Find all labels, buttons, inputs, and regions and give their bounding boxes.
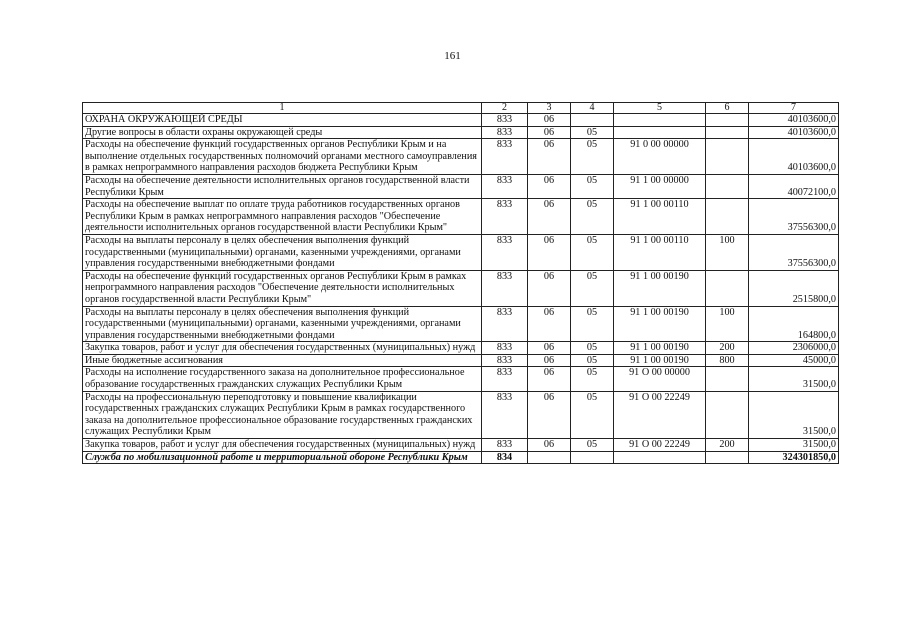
row-code-expense-type — [706, 199, 749, 235]
row-code-section: 06 — [528, 342, 571, 355]
table-row — [83, 174, 839, 198]
row-name: Служба по мобилизационной работе и территориальной обороне Республики Крым — [83, 451, 482, 464]
table-row — [83, 139, 839, 175]
row-code-target: 91 1 00 00190 — [614, 354, 706, 367]
row-code-subsection: 05 — [571, 439, 614, 452]
row-code-subsection: 05 — [571, 139, 614, 175]
row-name: Расходы на профессиональную переподготовку и повышение квалификации государственных гражданских служащих Республики Крым в рамках государственного заказа на дополнительное профессиональное образование государственных гражданских служащих Республики Крым — [83, 391, 482, 438]
row-code-subsection: 05 — [571, 342, 614, 355]
row-code-subsection — [571, 114, 614, 127]
row-amount: 40103600,0 — [749, 114, 839, 127]
row-amount: 40072100,0 — [749, 174, 839, 198]
row-code-section — [528, 451, 571, 464]
column-header: 4 — [571, 103, 614, 114]
row-code-ministry: 833 — [482, 270, 528, 306]
row-code-section: 06 — [528, 199, 571, 235]
row-amount: 45000,0 — [749, 354, 839, 367]
row-code-subsection: 05 — [571, 174, 614, 198]
row-name: Расходы на обеспечение выплат по оплате труда работников государственных органов Республики Крым в рамках непрограммного направления расходов "Обеспечение деятельности исполнительных органов государственной власти Республики Крым" — [83, 199, 482, 235]
row-code-ministry: 833 — [482, 367, 528, 391]
row-name: Расходы на обеспечение деятельности исполнительных органов государственной власти Республики Крым — [83, 174, 482, 198]
row-name: Расходы на выплаты персоналу в целях обеспечения выполнения функций государственными (муниципальными) органами, казенными учреждениями, органами управления государственными внебюджетными фондами — [83, 306, 482, 342]
row-name: Другие вопросы в области охраны окружающей среды — [83, 126, 482, 139]
row-name: Закупка товаров, работ и услуг для обеспечения государственных (муниципальных) нужд — [83, 439, 482, 452]
row-amount: 324301850,0 — [749, 451, 839, 464]
row-code-ministry: 833 — [482, 234, 528, 270]
row-code-ministry: 833 — [482, 174, 528, 198]
row-amount: 40103600,0 — [749, 139, 839, 175]
row-code-target: 91 1 00 00190 — [614, 270, 706, 306]
row-code-section: 06 — [528, 234, 571, 270]
row-code-ministry: 833 — [482, 126, 528, 139]
row-code-expense-type: 200 — [706, 342, 749, 355]
row-code-ministry: 833 — [482, 139, 528, 175]
row-code-expense-type — [706, 139, 749, 175]
row-amount: 164800,0 — [749, 306, 839, 342]
row-code-section: 06 — [528, 354, 571, 367]
row-code-target: 91 О 00 22249 — [614, 391, 706, 438]
row-amount: 37556300,0 — [749, 199, 839, 235]
row-code-subsection: 05 — [571, 306, 614, 342]
row-code-expense-type: 200 — [706, 439, 749, 452]
row-code-expense-type: 100 — [706, 234, 749, 270]
row-code-ministry: 833 — [482, 114, 528, 127]
row-code-target — [614, 126, 706, 139]
row-code-subsection: 05 — [571, 199, 614, 235]
row-amount: 31500,0 — [749, 391, 839, 438]
column-header: 1 — [83, 103, 482, 114]
table-row — [83, 126, 839, 139]
row-code-subsection: 05 — [571, 354, 614, 367]
row-code-ministry: 833 — [482, 391, 528, 438]
row-amount: 2515800,0 — [749, 270, 839, 306]
row-code-section: 06 — [528, 114, 571, 127]
row-code-section: 06 — [528, 270, 571, 306]
table-row — [83, 354, 839, 367]
row-code-expense-type: 800 — [706, 354, 749, 367]
row-code-target: 91 1 00 00110 — [614, 199, 706, 235]
row-name: ОХРАНА ОКРУЖАЮЩЕЙ СРЕДЫ — [83, 114, 482, 127]
table-row — [83, 439, 839, 452]
row-code-subsection: 05 — [571, 234, 614, 270]
row-code-section: 06 — [528, 306, 571, 342]
row-code-ministry: 834 — [482, 451, 528, 464]
row-code-ministry: 833 — [482, 354, 528, 367]
column-header: 5 — [614, 103, 706, 114]
column-header: 6 — [706, 103, 749, 114]
table-row — [83, 199, 839, 235]
row-code-section: 06 — [528, 139, 571, 175]
row-code-expense-type — [706, 367, 749, 391]
row-code-subsection: 05 — [571, 391, 614, 438]
row-code-target: 91 1 00 00110 — [614, 234, 706, 270]
table-row — [83, 234, 839, 270]
row-code-target — [614, 451, 706, 464]
row-code-ministry: 833 — [482, 199, 528, 235]
row-code-expense-type — [706, 391, 749, 438]
row-code-target: 91 1 00 00190 — [614, 342, 706, 355]
row-code-expense-type — [706, 451, 749, 464]
row-code-subsection: 05 — [571, 270, 614, 306]
row-amount: 40103600,0 — [749, 126, 839, 139]
row-code-ministry: 833 — [482, 439, 528, 452]
column-header: 7 — [749, 103, 839, 114]
row-name: Расходы на исполнение государственного заказа на дополнительное профессиональное образование государственных гражданских служащих Республики Крым — [83, 367, 482, 391]
column-header: 2 — [482, 103, 528, 114]
table-row — [83, 306, 839, 342]
row-name: Закупка товаров, работ и услуг для обеспечения государственных (муниципальных) нужд — [83, 342, 482, 355]
row-code-expense-type: 100 — [706, 306, 749, 342]
column-header: 3 — [528, 103, 571, 114]
row-code-section: 06 — [528, 126, 571, 139]
row-code-expense-type — [706, 270, 749, 306]
row-amount: 31500,0 — [749, 439, 839, 452]
row-code-target: 91 0 00 00000 — [614, 139, 706, 175]
row-name: Иные бюджетные ассигнования — [83, 354, 482, 367]
table-row — [83, 270, 839, 306]
row-code-ministry: 833 — [482, 306, 528, 342]
row-code-expense-type — [706, 126, 749, 139]
row-code-expense-type — [706, 114, 749, 127]
row-amount: 31500,0 — [749, 367, 839, 391]
page-number: 161 — [444, 50, 461, 62]
row-code-section: 06 — [528, 439, 571, 452]
row-name: Расходы на обеспечение функций государственных органов Республики Крым в рамках непрограммного направления расходов "Обеспечение деятельности исполнительных органов государственной власти Республики Крым" — [83, 270, 482, 306]
row-code-subsection — [571, 451, 614, 464]
row-code-section: 06 — [528, 174, 571, 198]
row-amount: 37556300,0 — [749, 234, 839, 270]
row-code-ministry: 833 — [482, 342, 528, 355]
row-code-expense-type — [706, 174, 749, 198]
table-row — [83, 367, 839, 391]
row-name: Расходы на выплаты персоналу в целях обеспечения выполнения функций государственными (муниципальными) органами, казенными учреждениями, органами управления государственными внебюджетными фондами — [83, 234, 482, 270]
budget-table — [82, 102, 839, 464]
row-code-section: 06 — [528, 367, 571, 391]
row-code-target: 91 1 00 00000 — [614, 174, 706, 198]
row-code-target: 91 О 00 00000 — [614, 367, 706, 391]
row-amount: 2306000,0 — [749, 342, 839, 355]
table-row — [83, 114, 839, 127]
table-row — [83, 342, 839, 355]
row-code-section: 06 — [528, 391, 571, 438]
row-code-target — [614, 114, 706, 127]
row-code-target: 91 О 00 22249 — [614, 439, 706, 452]
table-row — [83, 391, 839, 438]
row-code-target: 91 1 00 00190 — [614, 306, 706, 342]
row-code-subsection: 05 — [571, 126, 614, 139]
row-code-subsection: 05 — [571, 367, 614, 391]
table-header-row — [83, 103, 839, 114]
row-name: Расходы на обеспечение функций государственных органов Республики Крым и на выполнение отдельных государственных полномочий органами местного самоуправления в рамках непрограммного направления расходов бюджета Республики Крым — [83, 139, 482, 175]
table-row — [83, 451, 839, 464]
